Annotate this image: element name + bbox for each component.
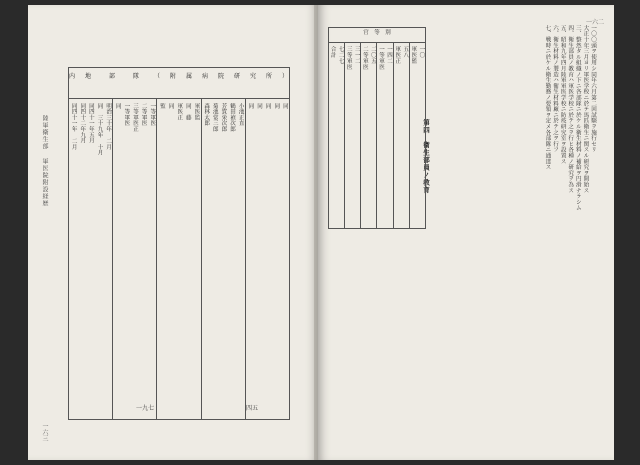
rank-label: 軍医監 <box>410 46 417 64</box>
rank-value: 三一二 <box>353 46 360 64</box>
table-header-text: 内 地 部 隊 （ 附 属 病 院 研 究 所 ） <box>69 73 291 80</box>
text-line: 一〇〇頭ヲ使用シ同年六月第二回試験ヲ施行セリ <box>590 25 596 153</box>
cell: 同四十一年 二月 <box>70 103 77 150</box>
cell: 同 <box>273 103 280 109</box>
cell: 軍医正 <box>176 103 183 121</box>
cell: 三等軍医正 <box>132 103 138 132</box>
rank-label: 三等軍医 <box>345 46 352 70</box>
left-page <box>28 5 318 460</box>
text-line: 六、衛生材料ノ製造ハ衛生材料廠ニ於テ之ヲ行フ <box>552 25 559 153</box>
cell: 同 <box>281 103 288 109</box>
rank-column <box>361 43 377 229</box>
rank-label: 合計 <box>329 46 336 58</box>
rank-column <box>377 43 393 229</box>
rank-label: 軍医正 <box>394 46 401 64</box>
officer-table <box>68 67 290 442</box>
right-page <box>318 5 614 460</box>
cell: 同 <box>264 103 271 109</box>
rank-label: 一等軍医 <box>378 46 385 70</box>
cell: 菊池常三郎 <box>211 103 218 132</box>
cell: 同四十二年九月 <box>79 103 86 144</box>
cell: 同 藤 <box>184 103 191 121</box>
running-header: 陸軍衛生部 軍医院附設経歴 <box>41 115 48 207</box>
cell: 小池正直 <box>237 103 244 127</box>
rank-value: 七二七 <box>337 46 344 64</box>
rank-table <box>328 27 426 229</box>
rank-value: 一四二 <box>386 46 393 64</box>
rank-value: 五八 <box>402 46 409 58</box>
rank-value: 一〇 <box>418 46 425 58</box>
cell: 軍医監 <box>193 103 200 121</box>
rank-table-header: 官 等 別 <box>329 28 426 43</box>
cell: 二等軍医 <box>140 103 147 127</box>
rank-column <box>345 43 361 229</box>
text-line: 五、昭和九年四月陸軍軍医学校ニ防疫研究室ヲ設置ス <box>559 25 566 165</box>
book-spread <box>28 5 614 460</box>
rank-value: 二〇五 <box>369 46 376 64</box>
cell: 同 <box>255 103 262 109</box>
table-column <box>157 99 201 420</box>
footer-number: 一九七 <box>136 405 155 412</box>
text-line: 七、戦時ニ於ケル衛生勤務ノ要領ヲ定メ各部隊ニ通達ス <box>544 25 551 170</box>
cell: 芳賀栄次郎 <box>220 103 227 132</box>
rank-column <box>409 43 425 229</box>
cell: 同 <box>247 103 254 109</box>
table-column <box>113 99 157 420</box>
cell: 監 <box>158 103 165 109</box>
rank-label: 二等軍医 <box>361 46 368 70</box>
cell: 鶴田禎次郎 <box>229 103 235 132</box>
cell: 同 三十九年 十月 <box>96 103 103 156</box>
text-line: 四、衛生部員ノ教育ハ軍医学校ニ於テ之ヲ行ヒ各種ノ研究ヲ為ス <box>567 25 574 194</box>
page-number: 一六二 <box>585 19 604 26</box>
book-gutter <box>314 5 318 460</box>
body-text <box>544 25 596 235</box>
text-line: 大正十年三月ヨリ軍医学校ニ於テ馬匹衛生ニ関スル研究ヲ開始ス <box>582 25 589 194</box>
footer-number: 四五 <box>246 405 259 412</box>
table-column <box>201 99 245 420</box>
cell: 明治三十年 二月 <box>105 103 112 150</box>
table-column <box>69 99 113 420</box>
page-number: 一六三 <box>41 423 48 441</box>
cell: 同四十一年五月 <box>87 103 94 144</box>
rank-column <box>393 43 409 229</box>
rank-column <box>329 43 345 229</box>
cell: 森林太郎 <box>203 103 210 127</box>
cell: 同 <box>114 103 121 109</box>
text-line: 三、整然タル組織ノ下ニ各部隊ニ於ケル衛生材料ノ補給ヲ円滑ナラシム <box>574 25 581 211</box>
cell: 同 <box>167 103 174 109</box>
table-header <box>69 68 290 99</box>
cell: 一等軍医 <box>123 103 130 127</box>
cell: 一等軍医 <box>149 103 156 127</box>
section-title: 第四 衛生部員ノ教育 <box>422 119 430 194</box>
table-column <box>245 99 289 420</box>
